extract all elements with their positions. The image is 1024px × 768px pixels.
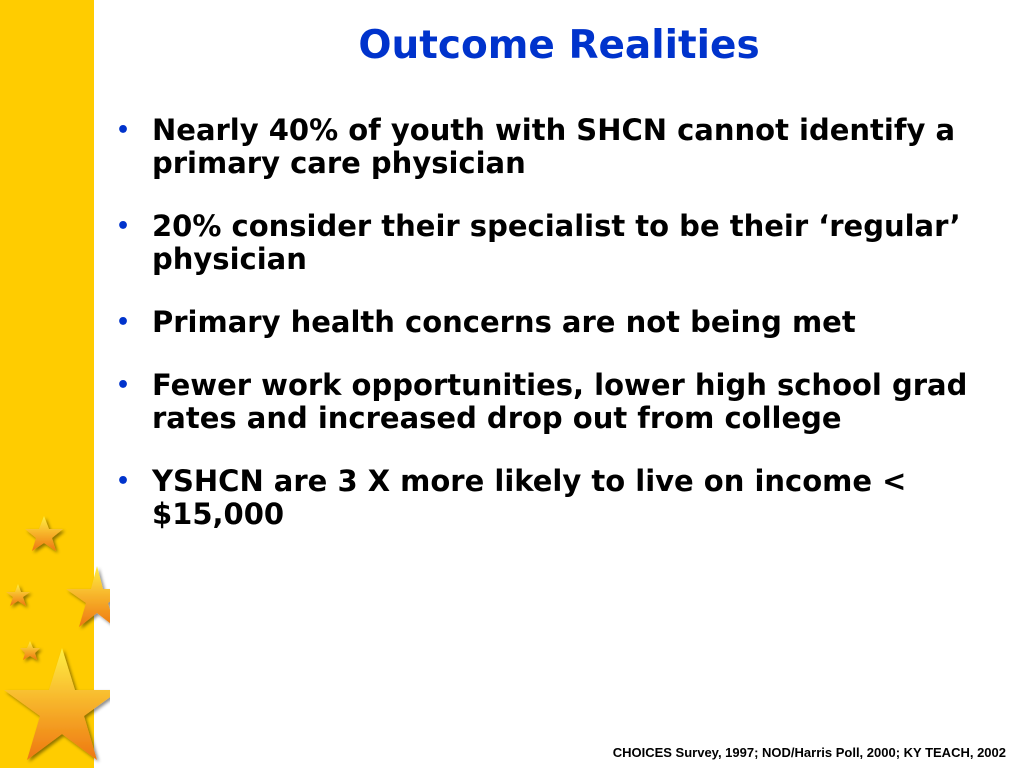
- star-icon: [66, 566, 110, 627]
- bullet-text: YSHCN are 3 X more likely to live on income < $15,000: [152, 464, 907, 531]
- star-icon: [20, 641, 40, 660]
- source-citation: CHOICES Survey, 1997; NOD/Harris Poll, 2000; KY TEACH, 2002: [612, 745, 1006, 760]
- star-icon: [6, 584, 30, 606]
- star-icon: [4, 648, 110, 760]
- bullet-dot-icon: •: [116, 118, 131, 143]
- bullet-text: Primary health concerns are not being met: [152, 305, 856, 339]
- bullet-dot-icon: •: [116, 310, 131, 335]
- bullet-item: [114, 114, 1019, 180]
- star-icon: [25, 516, 63, 551]
- star-decoration: [0, 0, 110, 768]
- bullet-dot-icon: •: [116, 469, 131, 494]
- bullet-list: [114, 114, 1019, 561]
- bullet-text: Nearly 40% of youth with SHCN cannot identify a primary care physician: [152, 113, 956, 180]
- bullet-dot-icon: •: [116, 373, 131, 398]
- bullet-dot-icon: •: [116, 214, 131, 239]
- bullet-item: [114, 369, 1019, 435]
- slide-title: Outcome Realities: [358, 23, 760, 68]
- bullet-item: [114, 306, 1019, 339]
- bullet-text: 20% consider their specialist to be their ‘regular’ physician: [152, 209, 961, 276]
- bullet-text: Fewer work opportunities, lower high school grad rates and increased drop out from college: [152, 368, 968, 435]
- bullet-item: [114, 465, 1019, 531]
- bullet-item: [114, 210, 1019, 276]
